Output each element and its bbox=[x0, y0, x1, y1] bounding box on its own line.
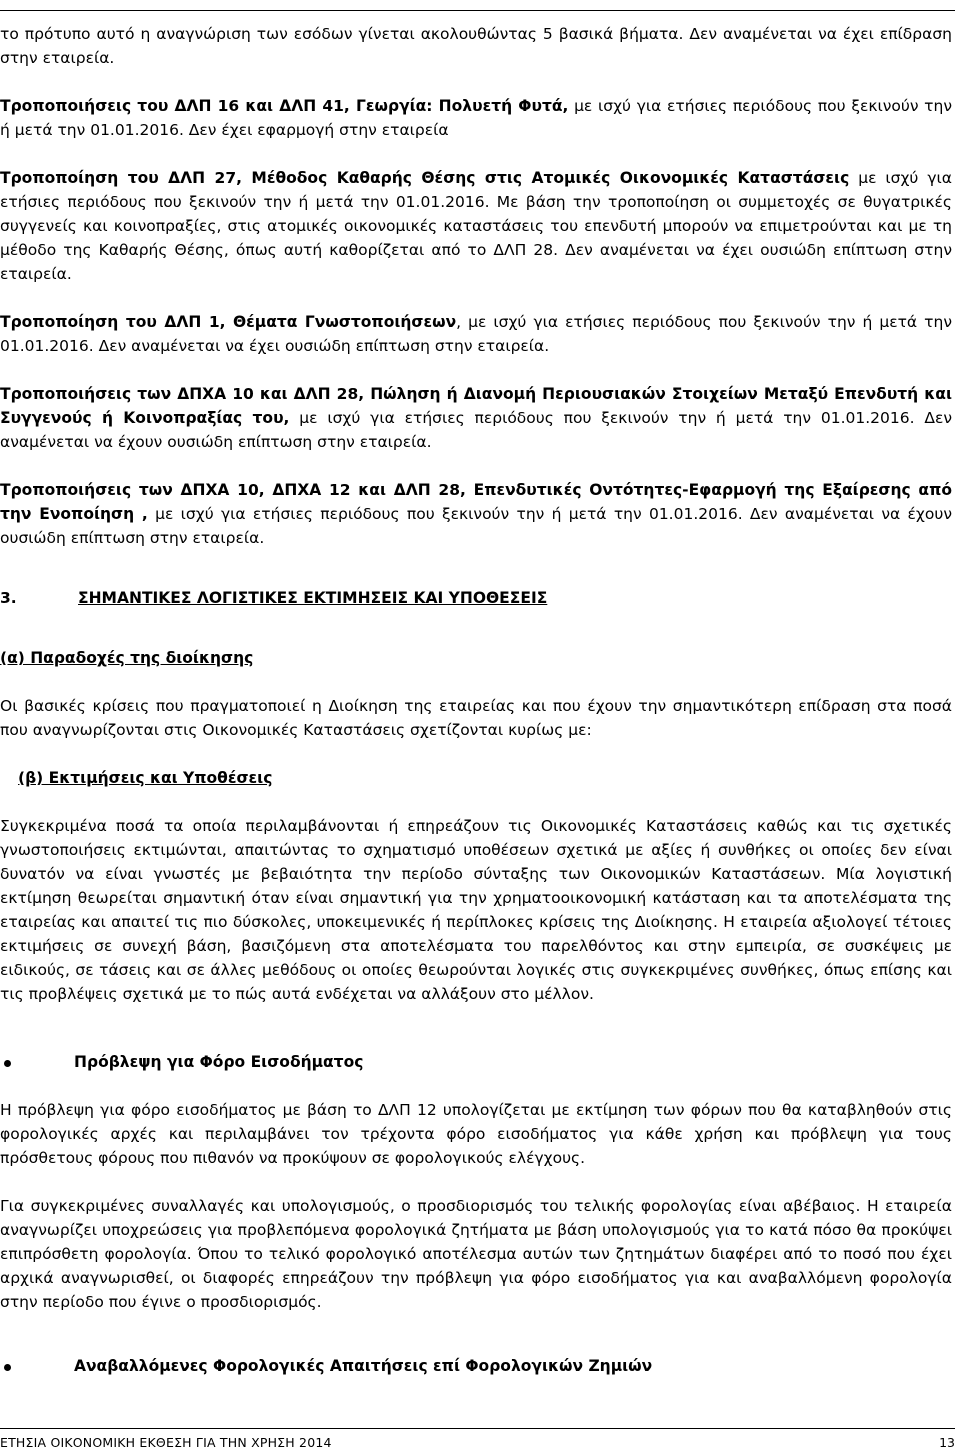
amendment-title: Τροποποίηση του ΔΛΠ 1, Θέματα Γνωστοποιήσεων bbox=[0, 313, 457, 331]
page-footer bbox=[0, 1428, 955, 1451]
subsection-a-text: Οι βασικές κρίσεις που πραγματοποιεί η Διοίκηση της εταιρείας και που έχουν την σημαντικότερη επίδραση στα ποσά που αναγνωρίζονται στις Οικονομικές Καταστάσεις σχετίζονται κυρίως με: bbox=[0, 697, 952, 739]
amendment-title: Τροποποίηση του ΔΛΠ 27, Μέθοδος Καθαρής Θέσης στις Ατομικές Οικονομικές Καταστάσεις bbox=[0, 169, 850, 187]
subsection-b-text: Συγκεκριμένα ποσά τα οποία περιλαμβάνονται ή επηρεάζουν τις Οικονομικές Καταστάσεις καθώς και τις σχετικές γνωστοποιήσεις εκτιμώνται, απαιτώντας το σχηματισμό υποθέσεων σχετικά με αξίες ή συνθήκες οι οποίες δεν είναι δυνατόν να είναι γνωστές με βεβαιότητα την περίοδο σύνταξης των Οικονομικών Καταστάσεων. Μία λογιστική εκτίμηση θεωρείται σημαντική όταν είναι σημαντική για την χρηματοοικονομική κατάσταση και τα αποτελέσματα της εταιρείας και απαιτεί τις πιο δύσκολες, υποκειμενικές ή περίπλοκες κρίσεις της Διοίκησης. Η εταιρεία αξιολογεί τέτοιες εκτιμήσεις σε συνεχή βάση, βασιζόμενη στα αποτελέσματα του παρελθόντος και στην εμπειρία, σε συσκέψεις με ειδικούς, σε τάσεις και σε άλλες μεθόδους οι οποίες θεωρούνται λογικές στις συγκεκριμένες συνθήκες, όπως επίσης και τις προβλέψεις σχετικά με το πώς αυτά ενδέχεται να αλλάξουν στο μέλλον. bbox=[0, 817, 952, 1003]
amendment-text: , με ισχύ για ετήσιες περιόδους που ξεκινούν την ή μετά την 01.01.2016. Δεν αναμένεται να έχει ουσιώδη επίπτωση στην εταιρεία. bbox=[0, 313, 952, 355]
bullet-title: Πρόβλεψη για Φόρο Εισοδήματος bbox=[74, 1053, 364, 1071]
bullet-income-tax bbox=[0, 1050, 952, 1074]
amendment-text: με ισχύ για ετήσιες περιόδους που ξεκινούν την ή μετά την 01.01.2016. Δεν αναμένεται να έχουν ουσιώδη επίπτωση στην εταιρεία. bbox=[0, 505, 952, 547]
amendment-ias1 bbox=[0, 310, 952, 358]
section-3-heading bbox=[0, 586, 952, 610]
subsection-a-title: (α) Παραδοχές της διοίκησης bbox=[0, 649, 254, 667]
subsection-b-title: (β) Εκτιμήσεις και Υποθέσεις bbox=[18, 769, 273, 787]
amendment-ifrs10-ifrs12-ias28 bbox=[0, 478, 952, 550]
amendment-title: Τροποποιήσεις του ΔΛΠ 16 και ΔΛΠ 41, Γεωργία: Πολυετή Φυτά, bbox=[0, 97, 569, 115]
bullet-deferred-tax bbox=[0, 1354, 952, 1378]
top-rule bbox=[0, 10, 955, 11]
amendment-title: Τροποποιήσεις των ΔΠΧΑ 10 και ΔΛΠ 28, Πώληση ή Διανομή Περιουσιακών Στοιχείων Μεταξύ Επενδυτή και Συγγενούς ή Κοινοπραξίας του, bbox=[0, 385, 952, 427]
income-tax-paragraph-2: Για συγκεκριμένες συναλλαγές και υπολογισμούς, ο προσδιορισμός του τελικής φορολογίας είναι αβέβαιος. Η εταιρεία αναγνωρίζει υποχρεώσεις για προβλεπόμενα φορολογικά ζητήματα με βάση υπολογισμούς για το κατά πόσο θα προκύψει επιπρόσθετη φορολογία. Όπου το τελικό φορολογικό αποτέλεσμα αυτών των ζητημάτων διαφέρει από το ποσό που έχει αρχικά αναγνωρισθεί, οι διαφορές επηρεάζουν την πρόβλεψη για φόρο εισοδήματος για και αναβαλλόμενη φορολογία στην περίοδο που έγινε ο προσδιορισμός. bbox=[0, 1197, 952, 1311]
footer-title: ΕΤΗΣΙΑ ΟΙΚΟΝΟΜΙΚΗ ΕΚΘΕΣΗ ΓΙΑ ΤΗΝ ΧΡΗΣΗ 2014 bbox=[0, 1435, 332, 1450]
page-number: 13 bbox=[939, 1435, 955, 1450]
amendment-text: με ισχύ για ετήσιες περιόδους που ξεκινούν την ή μετά την 01.01.2016. Με βάση την τροποποίηση οι συμμετοχές σε θυγατρικές συγγενείς και κοινοπραξίες, στις ατομικές οικονομικές καταστάσεις του επενδυτή μπορούν να επιμετρούνται και με τη μέθοδο της Καθαρής Θέσης, όπως αυτή καθορίζεται από το ΔΛΠ 28. Δεν αναμένεται να έχει ουσιώδη επίπτωση στην εταιρεία. bbox=[0, 169, 952, 283]
section-title: ΣΗΜΑΝΤΙΚΕΣ ΛΟΓΙΣΤΙΚΕΣ ΕΚΤΙΜΗΣΕΙΣ ΚΑΙ ΥΠΟΘΕΣΕΙΣ bbox=[78, 589, 548, 607]
amendment-ias27 bbox=[0, 166, 952, 286]
bullet-icon bbox=[0, 1050, 74, 1074]
intro-paragraph: το πρότυπο αυτό η αναγνώριση των εσόδων γίνεται ακολουθώντας 5 βασικά βήματα. Δεν αναμένεται να έχει επίδραση στην εταιρεία. bbox=[0, 25, 952, 67]
bullet-title: Αναβαλλόμενες Φορολογικές Απαιτήσεις επί Φορολογικών Ζημιών bbox=[74, 1357, 653, 1375]
section-number: 3. bbox=[0, 589, 17, 607]
amendment-text: με ισχύ για ετήσιες περιόδους που ξεκινούν την ή μετά την 01.01.2016. Δεν αναμένεται να έχουν ουσιώδη επίπτωση στην εταιρεία. bbox=[0, 409, 952, 451]
bullet-icon bbox=[0, 1354, 74, 1378]
amendment-title: Τροποποιήσεις των ΔΠΧΑ 10, ΔΠΧΑ 12 και ΔΛΠ 28, Επενδυτικές Οντότητες-Εφαρμογή της Εξαίρεσης από την Ενοποίηση , bbox=[0, 481, 952, 523]
amendment-ias16-ias41 bbox=[0, 94, 952, 142]
amendment-ifrs10-ias28-sale bbox=[0, 382, 952, 454]
income-tax-paragraph-1: Η πρόβλεψη για φόρο εισοδήματος με βάση το ΔΛΠ 12 υπολογίζεται με εκτίμηση των φόρων που θα καταβληθούν στις φορολογικές αρχές και περιλαμβάνει τον τρέχοντα φόρο εισοδήματος για κάθε χρήση και πρόβλεψη για τους πρόσθετους φόρους που πιθανόν να προκύψουν σε φορολογικούς ελέγχους. bbox=[0, 1101, 952, 1167]
amendment-text: με ισχύ για ετήσιες περιόδους που ξεκινούν την ή μετά την 01.01.2016. Δεν έχει εφαρμογή στην εταιρεία bbox=[0, 97, 953, 139]
document-page bbox=[0, 22, 952, 1378]
